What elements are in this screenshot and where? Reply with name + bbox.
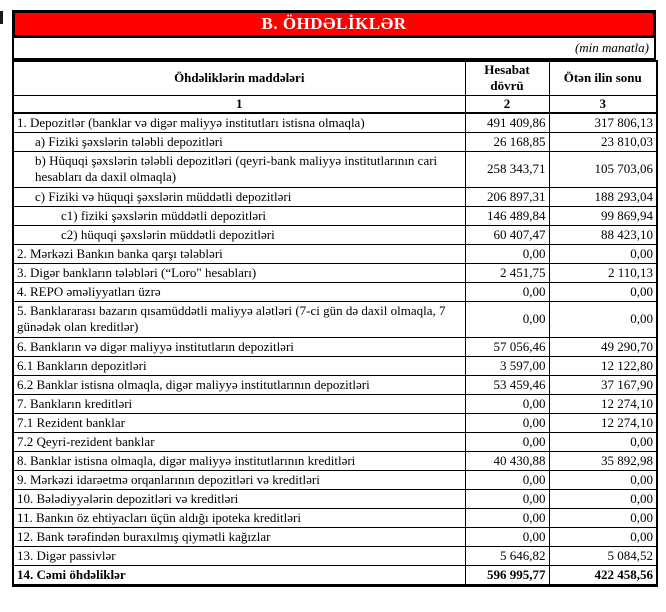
unit-note: (min manatla) bbox=[574, 40, 649, 55]
current-period-value: 0,00 bbox=[465, 301, 549, 337]
row-label: 6. Bankların və digər maliyyə institutların depozitləri bbox=[13, 337, 465, 356]
previous-year-end-value: 49 290,70 bbox=[549, 337, 657, 356]
previous-year-end-value: 88 423,10 bbox=[549, 225, 657, 244]
row-label: c1) fiziki şəxslərin müddətli depozitləri bbox=[13, 206, 465, 225]
table-head bbox=[13, 61, 657, 113]
previous-year-end-value: 0,00 bbox=[549, 527, 657, 546]
current-period-value: 0,00 bbox=[465, 413, 549, 432]
previous-year-end-value: 37 167,90 bbox=[549, 375, 657, 394]
section-title: B. ÖHDƏLİKLƏR bbox=[261, 14, 407, 33]
table-row bbox=[13, 206, 657, 225]
row-label: c) Fiziki və hüquqi şəxslərin müddətli depozitləri bbox=[13, 187, 465, 206]
previous-year-end-value: 0,00 bbox=[549, 508, 657, 527]
table-row bbox=[13, 282, 657, 301]
current-period-value: 60 407,47 bbox=[465, 225, 549, 244]
previous-year-end-value: 0,00 bbox=[549, 470, 657, 489]
row-label: 14. Cəmi öhdəliklər bbox=[13, 565, 465, 585]
row-label: 13. Digər passivlər bbox=[13, 546, 465, 565]
current-period-value: 5 646,82 bbox=[465, 546, 549, 565]
row-label: 5. Banklararası bazarın qısamüddətli maliyyə alətləri (7-ci gün də daxil olmaqla, 7 günədək olan kreditlər) bbox=[13, 301, 465, 337]
table-row bbox=[13, 113, 657, 133]
previous-year-end-value: 0,00 bbox=[549, 301, 657, 337]
table-row bbox=[13, 132, 657, 151]
table-row bbox=[13, 527, 657, 546]
previous-year-end-value: 99 869,94 bbox=[549, 206, 657, 225]
scan-artifact bbox=[0, 11, 3, 24]
table-row bbox=[13, 356, 657, 375]
current-period-value: 0,00 bbox=[465, 470, 549, 489]
current-period-value: 0,00 bbox=[465, 508, 549, 527]
current-period-value: 258 343,71 bbox=[465, 151, 549, 187]
previous-year-end-value: 5 084,52 bbox=[549, 546, 657, 565]
row-label: 3. Digər bankların tələbləri (“Loro" hesabları) bbox=[13, 263, 465, 282]
unit-note-row bbox=[12, 38, 656, 60]
table-row bbox=[13, 565, 657, 585]
table-row bbox=[13, 413, 657, 432]
previous-year-end-value: 35 892,98 bbox=[549, 451, 657, 470]
table-body bbox=[13, 113, 657, 586]
section-title-band bbox=[12, 10, 656, 38]
table-row bbox=[13, 187, 657, 206]
column-header-row bbox=[13, 61, 657, 95]
column-number-row bbox=[13, 95, 657, 113]
table-row bbox=[13, 546, 657, 565]
previous-year-end-value: 317 806,13 bbox=[549, 113, 657, 133]
previous-year-end-value: 0,00 bbox=[549, 489, 657, 508]
table-row bbox=[13, 394, 657, 413]
column-number: 1 bbox=[13, 95, 465, 113]
current-period-value: 53 459,46 bbox=[465, 375, 549, 394]
current-period-value: 3 597,00 bbox=[465, 356, 549, 375]
previous-year-end-value: 188 293,04 bbox=[549, 187, 657, 206]
current-period-value: 206 897,31 bbox=[465, 187, 549, 206]
row-label: b) Hüquqi şəxslərin tələbli depozitləri (qeyri-bank maliyyə institutlarının cari hesabları da daxil olmaqla) bbox=[13, 151, 465, 187]
table-row bbox=[13, 263, 657, 282]
column-number: 2 bbox=[465, 95, 549, 113]
row-label: 7.1 Rezident banklar bbox=[13, 413, 465, 432]
table-row bbox=[13, 337, 657, 356]
row-label: 6.2 Banklar istisna olmaqla, digər maliyyə institutlarının depozitləri bbox=[13, 375, 465, 394]
row-label: c2) hüquqi şəxslərin müddətli depozitləri bbox=[13, 225, 465, 244]
current-period-value: 146 489,84 bbox=[465, 206, 549, 225]
row-label: 4. REPO əməliyyatları üzrə bbox=[13, 282, 465, 301]
current-period-value: 2 451,75 bbox=[465, 263, 549, 282]
previous-year-end-value: 0,00 bbox=[549, 432, 657, 451]
row-label: 1. Depozitlər (banklar və digər maliyyə institutları istisna olmaqla) bbox=[13, 113, 465, 133]
current-period-value: 0,00 bbox=[465, 527, 549, 546]
current-period-value: 0,00 bbox=[465, 432, 549, 451]
current-period-value: 0,00 bbox=[465, 394, 549, 413]
previous-year-end-value: 12 274,10 bbox=[549, 413, 657, 432]
previous-year-end-value: 12 122,80 bbox=[549, 356, 657, 375]
table-row bbox=[13, 451, 657, 470]
current-period-value: 491 409,86 bbox=[465, 113, 549, 133]
column-number: 3 bbox=[549, 95, 657, 113]
table-row bbox=[13, 432, 657, 451]
row-label: 11. Bankın öz ehtiyacları üçün aldığı ipoteka kreditləri bbox=[13, 508, 465, 527]
table-row bbox=[13, 470, 657, 489]
col-header-current: Hesabat dövrü bbox=[465, 61, 549, 95]
table-row bbox=[13, 244, 657, 263]
row-label: 7. Bankların kreditləri bbox=[13, 394, 465, 413]
previous-year-end-value: 422 458,56 bbox=[549, 565, 657, 585]
row-label: 10. Bələdiyyələrin depozitləri və kreditləri bbox=[13, 489, 465, 508]
current-period-value: 0,00 bbox=[465, 282, 549, 301]
report-sheet bbox=[12, 10, 656, 587]
previous-year-end-value: 105 703,06 bbox=[549, 151, 657, 187]
row-label: 6.1 Bankların depozitləri bbox=[13, 356, 465, 375]
previous-year-end-value: 12 274,10 bbox=[549, 394, 657, 413]
liabilities-table bbox=[12, 60, 658, 587]
col-header-items: Öhdəliklərin maddələri bbox=[13, 61, 465, 95]
row-label: 7.2 Qeyri-rezident banklar bbox=[13, 432, 465, 451]
table-row bbox=[13, 375, 657, 394]
current-period-value: 57 056,46 bbox=[465, 337, 549, 356]
current-period-value: 0,00 bbox=[465, 244, 549, 263]
col-header-previous: Ötən ilin sonu bbox=[549, 61, 657, 95]
row-label: 12. Bank tərəfindən buraxılmış qiymətli kağızlar bbox=[13, 527, 465, 546]
table-row bbox=[13, 151, 657, 187]
row-label: 9. Mərkəzi idarəetmə orqanlarının depozitləri və kreditləri bbox=[13, 470, 465, 489]
table-row bbox=[13, 489, 657, 508]
table-row bbox=[13, 508, 657, 527]
row-label: a) Fiziki şəxslərin tələbli depozitləri bbox=[13, 132, 465, 151]
previous-year-end-value: 0,00 bbox=[549, 282, 657, 301]
table-row bbox=[13, 301, 657, 337]
previous-year-end-value: 2 110,13 bbox=[549, 263, 657, 282]
current-period-value: 40 430,88 bbox=[465, 451, 549, 470]
previous-year-end-value: 23 810,03 bbox=[549, 132, 657, 151]
current-period-value: 596 995,77 bbox=[465, 565, 549, 585]
row-label: 8. Banklar istisna olmaqla, digər maliyyə institutlarının kreditləri bbox=[13, 451, 465, 470]
current-period-value: 0,00 bbox=[465, 489, 549, 508]
row-label: 2. Mərkəzi Bankın banka qarşı tələbləri bbox=[13, 244, 465, 263]
table-row bbox=[13, 225, 657, 244]
current-period-value: 26 168,85 bbox=[465, 132, 549, 151]
previous-year-end-value: 0,00 bbox=[549, 244, 657, 263]
